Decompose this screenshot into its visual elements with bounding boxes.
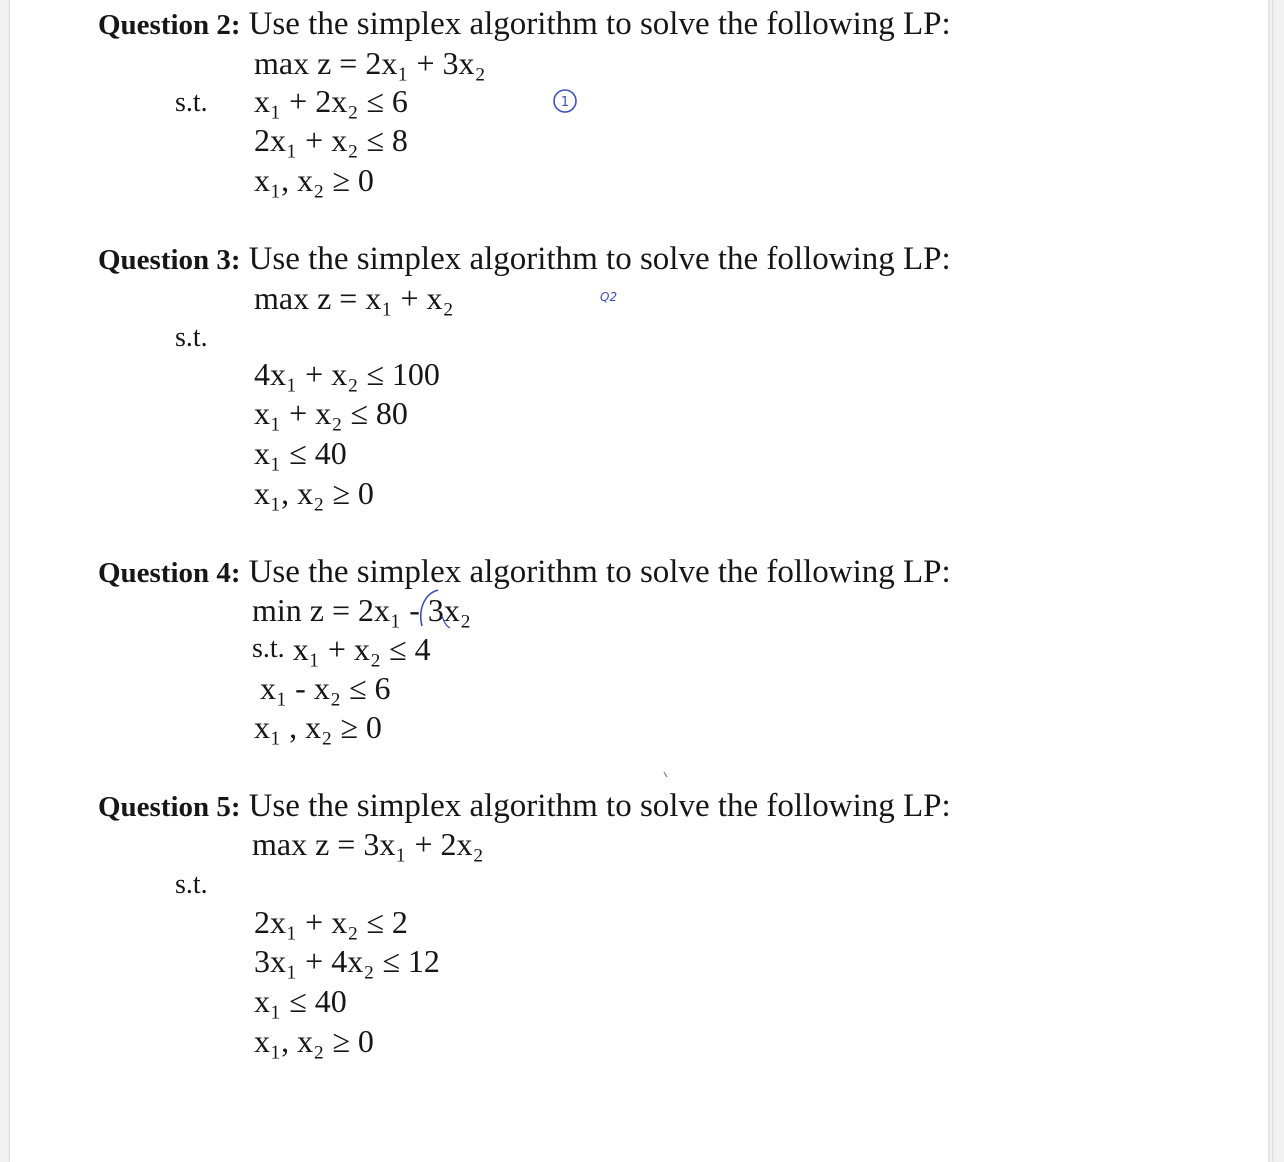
constraint: 4x₁ + x₂ ≤ 100 xyxy=(254,356,440,392)
constraint: x₁ + 2x₂ ≤ 6 xyxy=(254,83,408,119)
constraint: x₁ + x₂ ≤ 4 xyxy=(292,631,431,667)
page-edge-shadow xyxy=(1268,0,1272,1162)
question-heading xyxy=(98,552,951,592)
objective-function: max z = 3x₁ + 2x₂ xyxy=(252,826,484,862)
question-heading xyxy=(98,4,951,44)
question-prompt: Use the simplex algorithm to solve the following LP: xyxy=(248,554,951,590)
question-label: Question 3: xyxy=(98,244,241,276)
annotation-mark-text: 1 xyxy=(560,95,570,110)
subject-to-label: s.t. xyxy=(175,87,208,118)
stray-mark xyxy=(662,770,672,780)
constraint-row xyxy=(252,630,431,668)
constraint: x₁, x₂ ≥ 0 xyxy=(254,162,374,198)
subject-to-label: s.t. xyxy=(175,869,208,900)
question-prompt: Use the simplex algorithm to solve the following LP: xyxy=(248,788,951,824)
handwritten-note-annotation: Q2 xyxy=(600,290,618,304)
objective-function: max z = 2x₁ + 3x₂ xyxy=(254,45,486,81)
question-prompt: Use the simplex algorithm to solve the following LP: xyxy=(248,6,951,42)
question-heading xyxy=(98,239,951,279)
subject-to-label: s.t. xyxy=(252,633,285,664)
handwritten-circle-annotation xyxy=(550,86,580,116)
objective-function: max z = x₁ + x₂ xyxy=(254,280,454,316)
subject-to-label: s.t. xyxy=(175,322,208,353)
constraint: x₁ - x₂ ≤ 6 xyxy=(260,670,391,706)
constraint: x₁ ≤ 40 xyxy=(254,435,347,471)
document-page xyxy=(10,0,1272,1162)
constraint: x₁, x₂ ≥ 0 xyxy=(254,475,374,511)
constraint: x₁ ≤ 40 xyxy=(254,983,347,1019)
constraint: 2x₁ + x₂ ≤ 8 xyxy=(254,122,408,158)
question-label: Question 2: xyxy=(98,9,241,41)
handwritten-arc-annotation xyxy=(414,588,464,632)
question-heading xyxy=(98,786,951,826)
constraint: x₁ + x₂ ≤ 80 xyxy=(254,395,408,431)
question-label: Question 5: xyxy=(98,791,241,823)
question-prompt: Use the simplex algorithm to solve the following LP: xyxy=(248,241,951,277)
constraint: x₁ , x₂ ≥ 0 xyxy=(254,709,382,745)
constraint: 3x₁ + 4x₂ ≤ 12 xyxy=(254,943,440,979)
question-label: Question 4: xyxy=(98,557,241,589)
constraint: 2x₁ + x₂ ≤ 2 xyxy=(254,904,408,940)
constraint: x₁, x₂ ≥ 0 xyxy=(254,1023,374,1059)
objective-function: min z = 2x₁ - 3x₂ xyxy=(252,592,471,628)
